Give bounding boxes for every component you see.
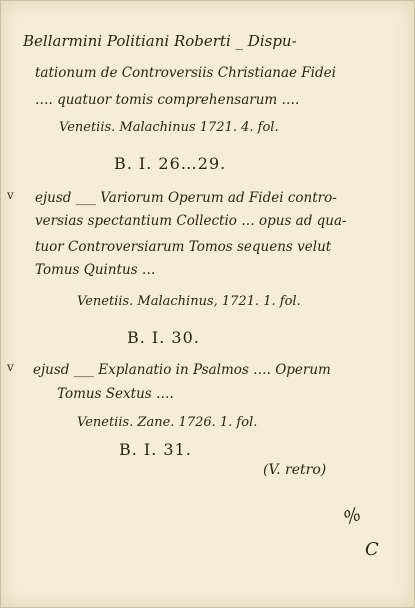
entry2-line-4: Tomus Quintus … — [35, 262, 156, 278]
verso-reference-note: (V. retro) — [263, 462, 327, 478]
entry2-line-3: tuor Controversiarum Tomos sequens velut — [35, 239, 332, 255]
entry3-line-1: ejusd ___ Explanatio in Psalmos …. Operum — [33, 362, 331, 378]
entry3-tick-mark: v — [7, 360, 14, 374]
entry3-line-2: Tomus Sextus …. — [57, 386, 174, 402]
entry1-shelfmark: B. I. 26…29. — [114, 154, 227, 173]
entry3-shelfmark: B. I. 31. — [119, 440, 192, 459]
entry2-shelfmark: B. I. 30. — [127, 328, 200, 347]
pencil-mark-percent: % — [340, 503, 365, 530]
entry1-line-2: tationum de Controversiis Christianae Fidei — [35, 65, 336, 81]
entry1-imprint: Venetiis. Malachinus 1721. 4. fol. — [59, 120, 279, 135]
entry2-line-1: ejusd ___ Variorum Operum ad Fidei contro- — [35, 190, 337, 206]
entry2-imprint: Venetiis. Malachinus, 1721. 1. fol. — [77, 294, 301, 309]
pencil-mark-c: C — [365, 539, 379, 560]
entry3-imprint: Venetiis. Zane. 1726. 1. fol. — [77, 415, 258, 430]
entry1-line-3: …. quatuor tomis comprehensarum …. — [35, 92, 300, 108]
entry2-tick-mark: v — [7, 188, 14, 202]
entry1-line-1: Bellarmini Politiani Roberti _ Dispu- — [23, 32, 297, 50]
entry2-line-2: versias spectantium Collectio … opus ad qua- — [35, 213, 347, 229]
